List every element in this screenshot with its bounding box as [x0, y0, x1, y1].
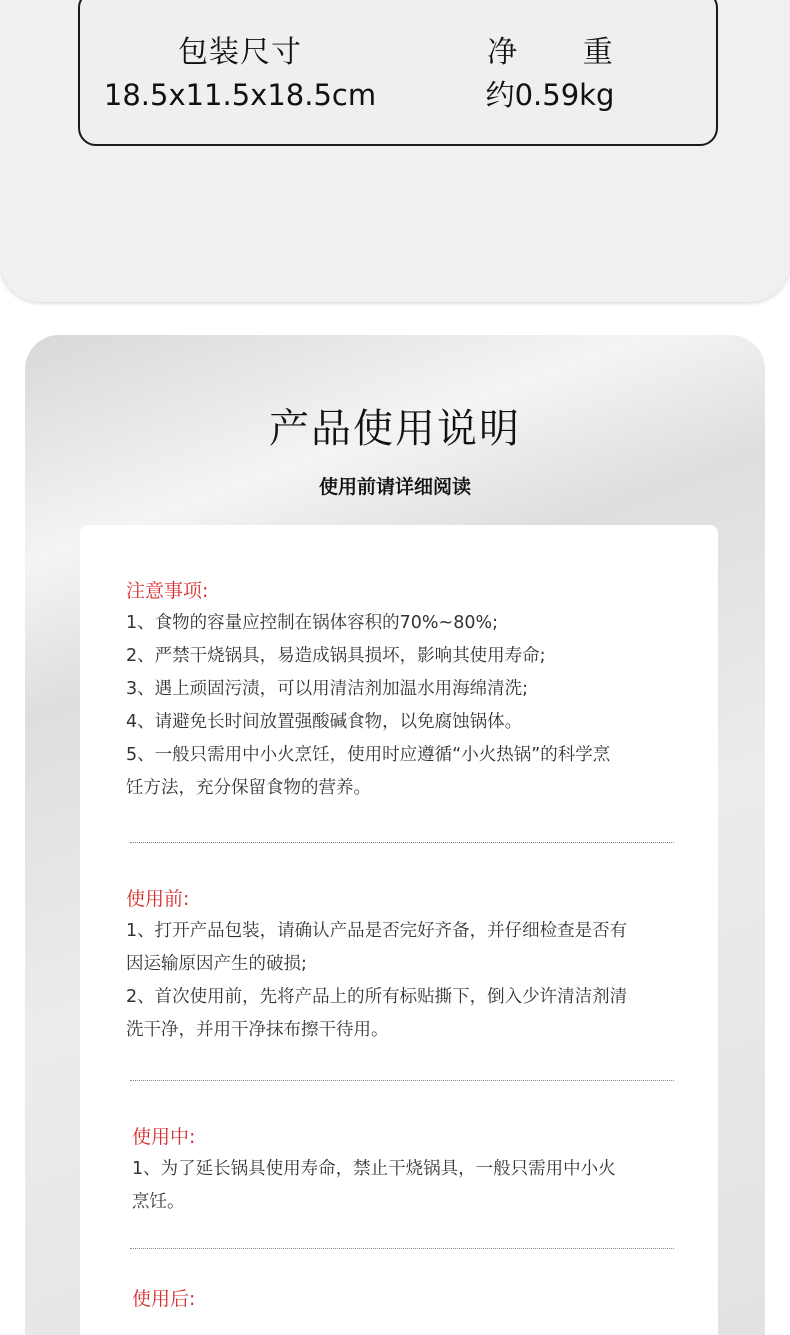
section-line: 1、为了延长锅具使用寿命，禁止干烧锅具，一般只需用中小火: [132, 1159, 616, 1179]
net-weight-label: 净 重: [487, 35, 641, 70]
instructions-title: 产品使用说明: [269, 406, 521, 452]
section-before-use: [126, 883, 674, 1047]
section-line: 1、食物的容量应控制在锅体容积的70%~80%;: [126, 613, 498, 633]
section-after-use: [132, 1283, 680, 1315]
spec-box: [78, 0, 718, 146]
package-size-label: 包装尺寸: [178, 35, 302, 70]
instructions-subtitle: 使用前请详细阅读: [318, 476, 471, 498]
section-line: 烹饪。: [132, 1192, 185, 1212]
net-weight-column: [450, 32, 650, 116]
section-line: 饪方法，充分保留食物的营养。: [126, 778, 371, 798]
section-line: 因运输原因产生的破损;: [126, 954, 307, 974]
section-line: 3、遇上顽固污渍，可以用清洁剂加温水用海绵清洗;: [126, 679, 529, 699]
section-during-use: [132, 1121, 680, 1219]
section-line: 1、打开产品包装，请确认产品是否完好齐备，并仔细检查是否有: [126, 921, 628, 941]
section-heading: 注意事项:: [126, 580, 209, 602]
section-precautions: [126, 575, 674, 805]
section-line: 2、首次使用前，先将产品上的所有标贴撕下，倒入少许清洁剂清: [126, 987, 628, 1007]
section-line: 2、严禁干烧锅具，易造成锅具损坏，影响其使用寿命;: [126, 646, 546, 666]
dotted-divider: [130, 1080, 674, 1081]
spec-panel: [0, 0, 790, 302]
section-line: 5、一般只需用中小火烹饪，使用时应遵循“小火热锅”的科学烹: [126, 745, 611, 765]
instructions-panel: [25, 335, 765, 1335]
package-size-column: [90, 32, 390, 116]
section-line: 4、请避免长时间放置强酸碱食物，以免腐蚀锅体。: [126, 712, 523, 732]
instructions-card: [80, 525, 718, 1335]
section-heading: 使用中:: [132, 1126, 196, 1148]
dotted-divider: [130, 842, 674, 843]
package-size-value: 18.5x11.5x18.5cm: [103, 78, 377, 112]
net-weight-value: 约0.59kg: [485, 78, 615, 112]
dotted-divider: [130, 1248, 674, 1249]
section-heading: 使用后:: [132, 1288, 196, 1310]
section-heading: 使用前:: [126, 888, 190, 910]
section-line: 洗干净，并用干净抹布擦干待用。: [126, 1020, 389, 1040]
